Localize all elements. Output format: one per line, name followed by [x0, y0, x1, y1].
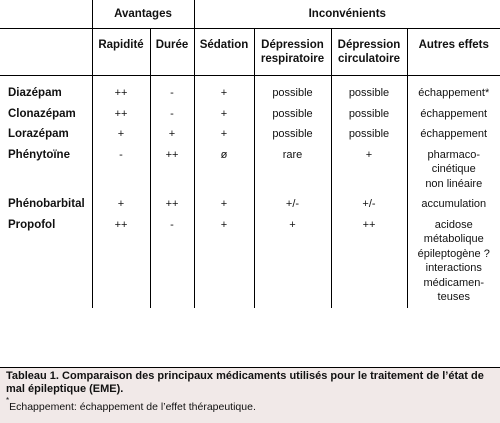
cell-resp: rare — [254, 145, 331, 195]
cell-circ: possible — [331, 104, 407, 125]
cell-sedation: + — [194, 104, 254, 125]
cell-resp: possible — [254, 104, 331, 125]
table-row — [0, 104, 500, 125]
table-caption — [0, 368, 500, 423]
group-advantages: Avantages — [92, 0, 194, 29]
drug-name-cell: Phénytoïne — [8, 148, 70, 161]
table-row — [0, 194, 500, 215]
cell-circ: ++ — [331, 215, 407, 308]
cell-sedation: + — [194, 124, 254, 145]
cell-resp: +/- — [254, 194, 331, 215]
table-row — [0, 124, 500, 145]
footnote-text: Echappement: échappement de l’effet thérapeutique. — [9, 401, 256, 413]
table-row — [0, 76, 500, 104]
cell-resp: possible — [254, 124, 331, 145]
cell-circ: possible — [331, 124, 407, 145]
caption-title: Tableau 1. Comparaison des principaux médicaments utilisés pour le traitement de l’état de mal épileptique (EME). — [6, 370, 484, 395]
cell-sedation: ø — [194, 145, 254, 195]
cell-sedation: + — [194, 76, 254, 104]
cell-duration: + — [150, 124, 194, 145]
col-rapidity: Rapidité — [92, 29, 150, 76]
cell-resp: possible — [254, 76, 331, 104]
drug-name-cell: Lorazépam — [8, 128, 69, 140]
cell-other: acidose métabolique épileptogène ? interactions médicamen- teuses — [407, 215, 500, 308]
col-respiratory-depression: Dépression respiratoire — [254, 29, 331, 76]
drug-name-cell: Diazépam — [8, 87, 62, 99]
col-other-effects: Autres effets — [407, 29, 500, 76]
cell-rapidity: + — [92, 124, 150, 145]
cell-circ: + — [331, 145, 407, 195]
drug-name-cell: Clonazépam — [8, 107, 76, 120]
drug-name-cell: Phénobarbital — [8, 198, 85, 210]
cell-duration: ++ — [150, 194, 194, 215]
cell-circ: possible — [331, 76, 407, 104]
cell-rapidity: ++ — [92, 104, 150, 125]
footnote-mark: * — [6, 396, 10, 405]
cell-duration: - — [150, 76, 194, 104]
cell-rapidity: ++ — [92, 76, 150, 104]
cell-duration: ++ — [150, 145, 194, 195]
table-row — [0, 145, 500, 195]
cell-rapidity: ++ — [92, 215, 150, 308]
corner-cell-2 — [0, 29, 92, 76]
table-row — [0, 215, 500, 308]
cell-other: accumulation — [407, 194, 500, 215]
cell-other: échappement — [407, 124, 500, 145]
cell-circ: +/- — [331, 194, 407, 215]
cell-resp: + — [254, 215, 331, 308]
cell-other: échappement — [407, 104, 500, 125]
col-duration: Durée — [150, 29, 194, 76]
cell-rapidity: + — [92, 194, 150, 215]
cell-other: échappement* — [407, 76, 500, 104]
cell-rapidity: - — [92, 145, 150, 195]
col-circulatory-depression: Dépression circulatoire — [331, 29, 407, 76]
cell-other: pharmaco- cinétique non linéaire — [407, 145, 500, 195]
cell-sedation: + — [194, 194, 254, 215]
col-sedation: Sédation — [194, 29, 254, 76]
corner-cell — [0, 0, 92, 29]
caption-footnote — [6, 396, 494, 414]
cell-sedation: + — [194, 215, 254, 308]
cell-duration: - — [150, 104, 194, 125]
group-drawbacks: Inconvénients — [194, 0, 500, 29]
drug-name-cell: Propofol — [8, 218, 56, 231]
cell-duration: - — [150, 215, 194, 308]
